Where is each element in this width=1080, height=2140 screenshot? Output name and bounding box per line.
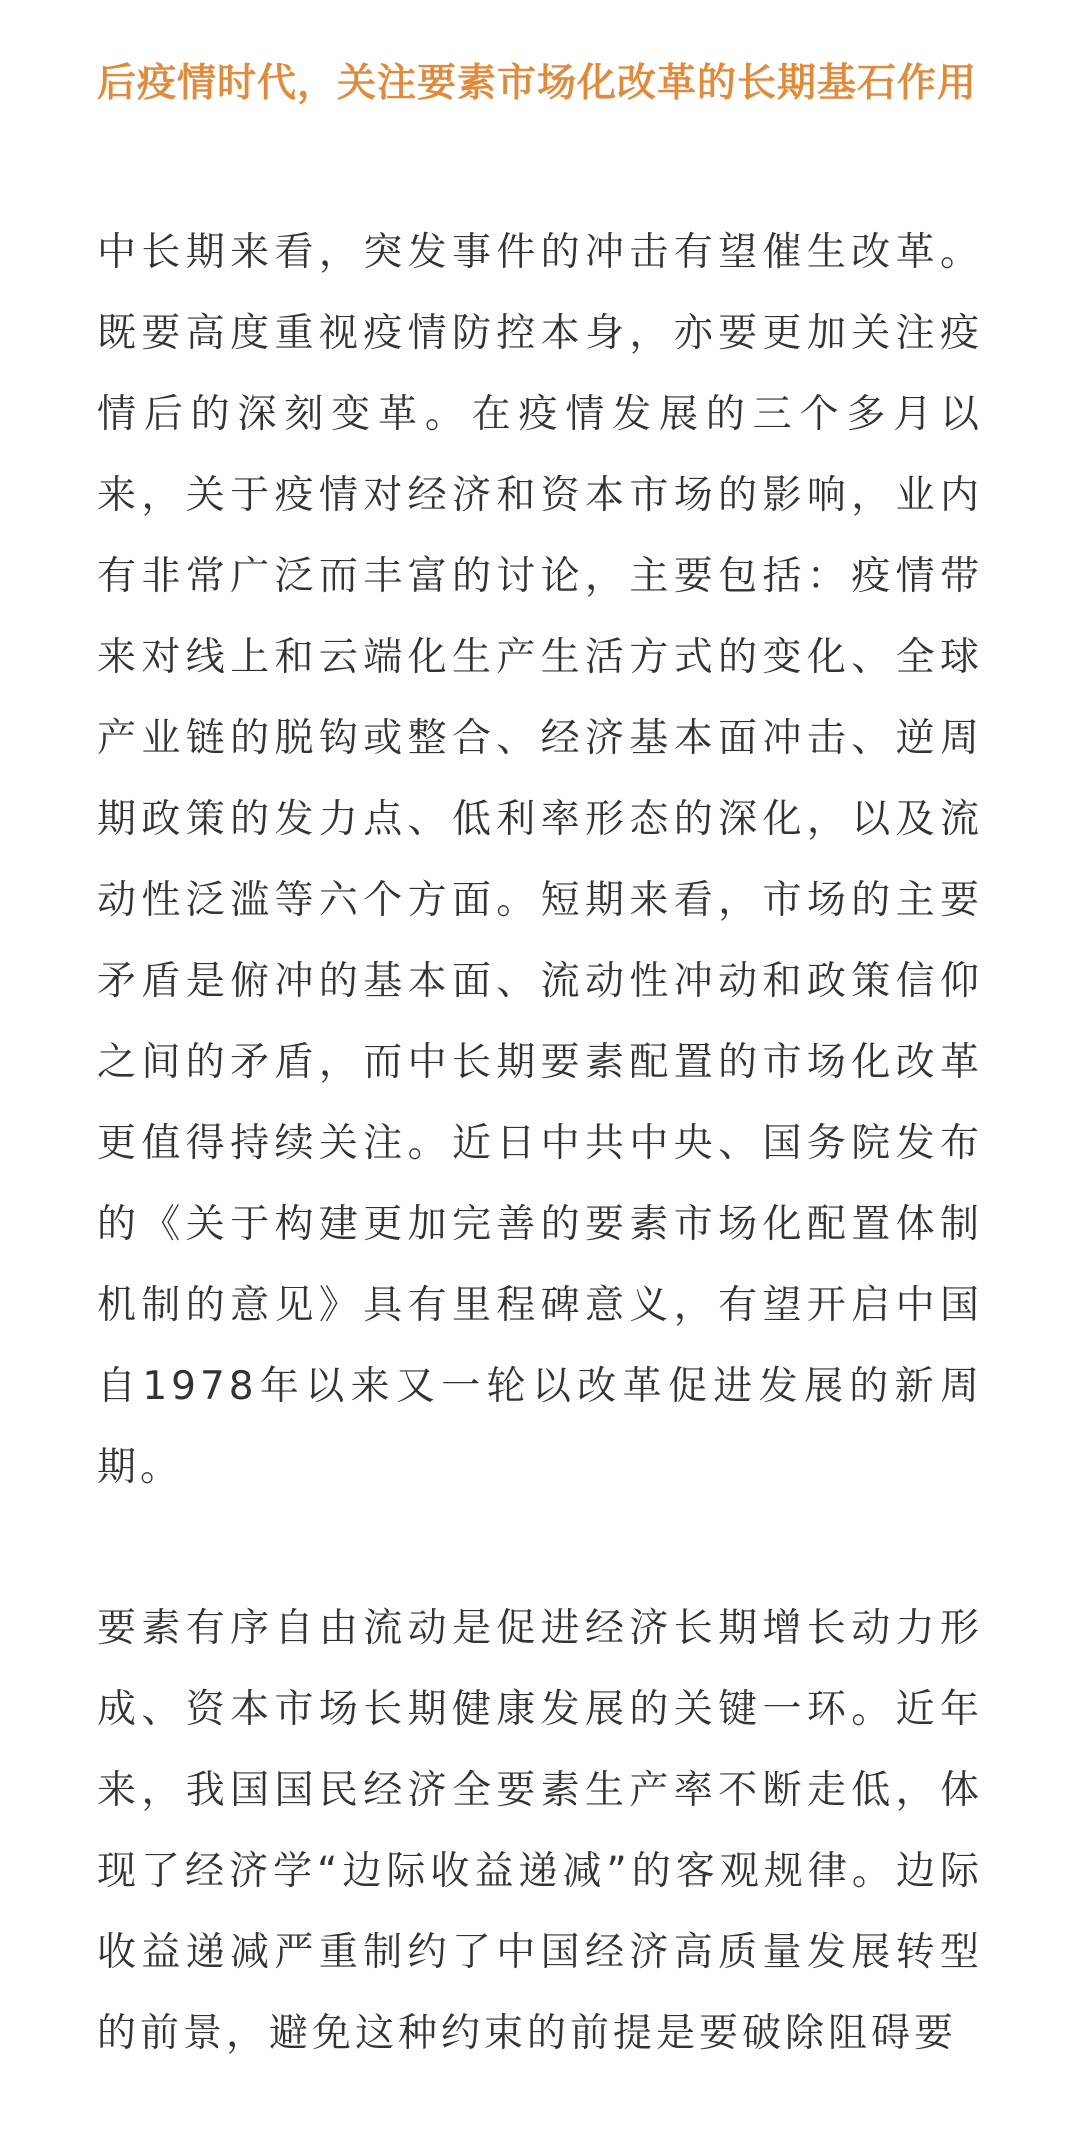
article-paragraph: 中长期来看，突发事件的冲击有望催生改革。既要高度重视疫情防控本身，亦要更加关注疫情后的深刻变革。在疫情发展的三个多月以来，关于疫情对经济和资本市场的影响，业内有非常广泛而丰富的讨论，主要包括：疫情带来对线上和云端化生产生活方式的变化、全球产业链的脱钩或整合、经济基本面冲击、逆周期政策的发力点、低利率形态的深化，以及流动性泛滥等六个方面。短期来看，市场的主要矛盾是俯冲的基本面、流动性冲动和政策信仰之间的矛盾，而中长期要素配置的市场化改革更值得持续关注。近日中共中央、国务院发布的《关于构建更加完善的要素市场化配置体制机制的意见》具有里程碑意义，有望开启中国自1978年以来又一轮以改革促进发展的新周期。	[97, 230, 983, 1490]
article-paragraph: 要素有序自由流动是促进经济长期增长动力形成、资本市场长期健康发展的关键一环。近年来，我国国民经济全要素生产率不断走低，体现了经济学“边际收益递减”的客观规律。边际收益递减严重制约了中国经济高质量发展转型的前景，避免这种约束的前提是要破除阻碍要	[97, 1606, 983, 2056]
article-headline: 后疫情时代，关注要素市场化改革的长期基石作用	[97, 61, 978, 106]
